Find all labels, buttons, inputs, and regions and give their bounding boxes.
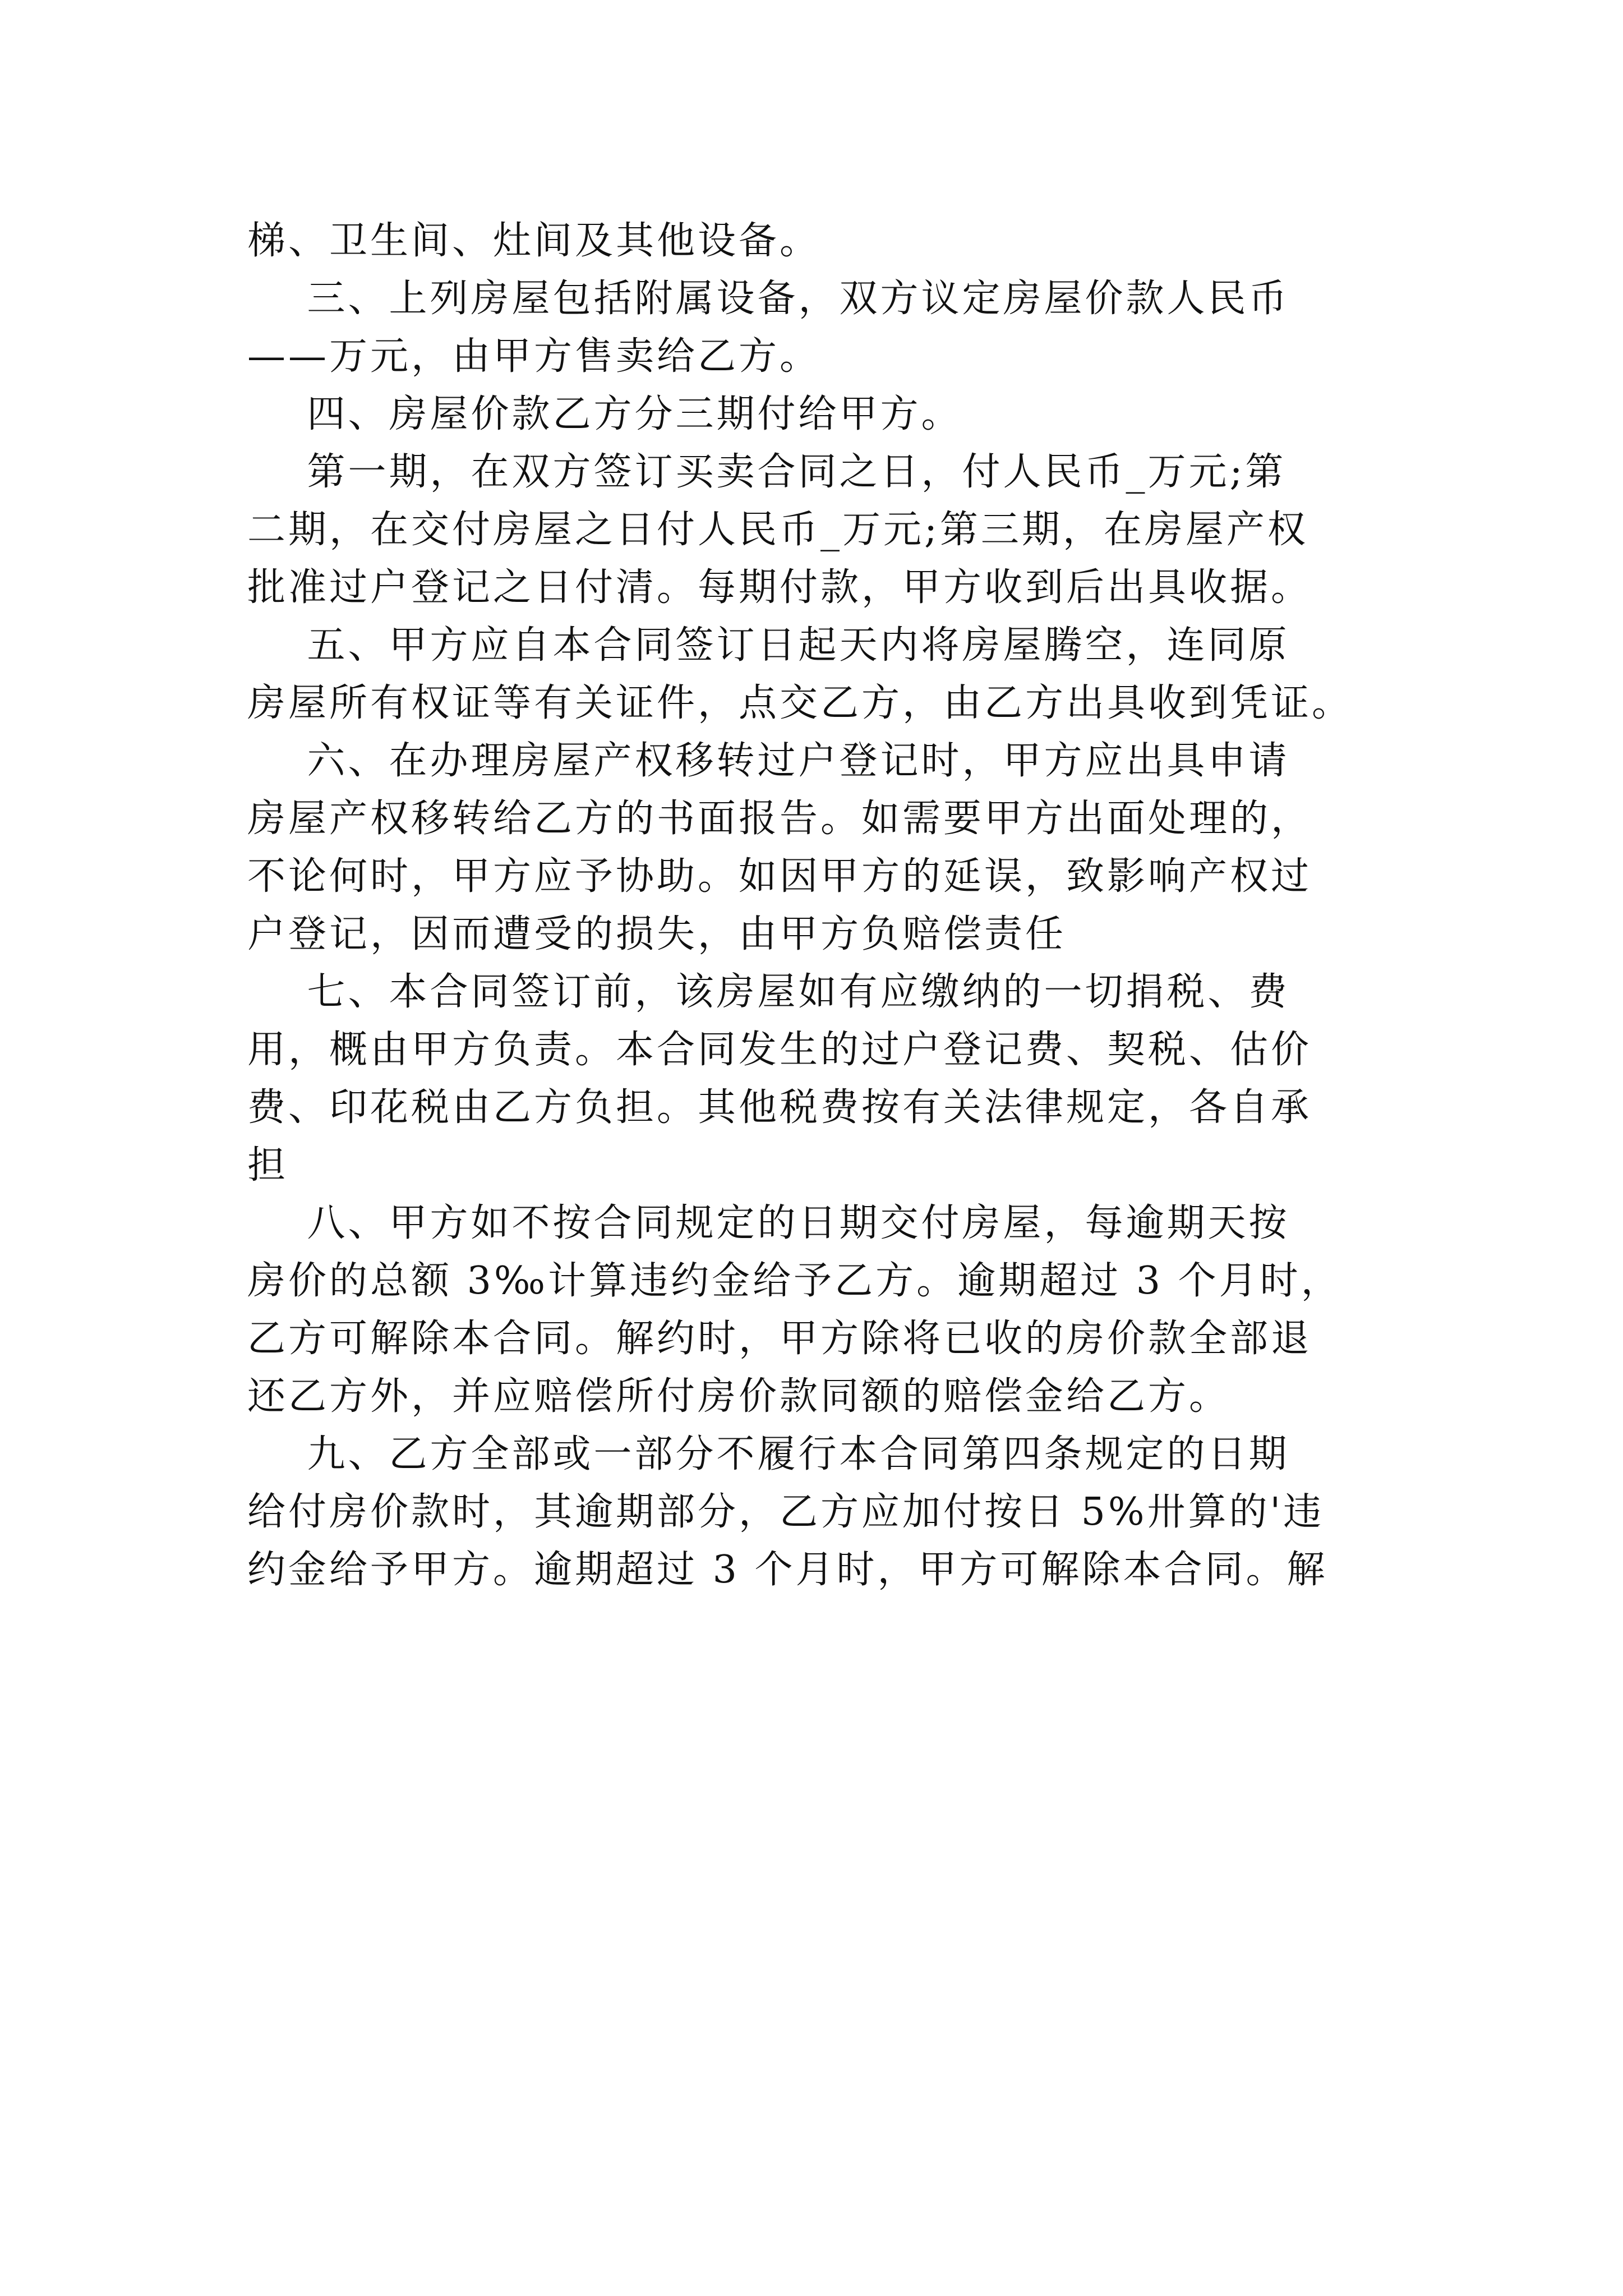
text-line: 房价的总额 3‰计算违约金给予乙方。逾期超过 3 个月时， [247,1259,1342,1303]
text-line: 约金给予甲方。逾期超过 3 个月时，甲方可解除本合同。解 [247,1548,1328,1592]
text-line: 还乙方外，并应赔偿所付房价款同额的赔偿金给乙方。 [247,1374,1230,1419]
text-line: 九、乙方全部或一部分不履行本合同第四条规定的日期 [247,1432,1290,1476]
text-line: 三、上列房屋包括附属设备，双方议定房屋价款人民币 [247,277,1290,321]
text-line: 六、在办理房屋产权移转过户登记时，甲方应出具申请 [247,739,1290,783]
text-line: 第一期，在双方签订买卖合同之日，付人民币_万元;第 [247,450,1287,494]
text-line: 梯、卫生间、灶间及其他设备。 [247,219,821,263]
text-line: 房屋产权移转给乙方的书面报告。如需要甲方出面处理的， [247,797,1312,841]
text-line: 批准过户登记之日付清。每期付款，甲方收到后出具收据。 [247,565,1312,610]
contract-text [247,212,1386,1599]
text-line: 担 [247,1143,289,1188]
text-line: 五、甲方应自本合同签订日起天内将房屋腾空，连同原 [247,623,1290,668]
text-line: 户登记，因而遭受的损失，由甲方负赔偿责任 [247,912,1067,956]
text-line: 费、印花税由乙方负担。其他税费按有关法律规定，各自承 [247,1085,1312,1130]
text-line: 房屋所有权证等有关证件，点交乙方，由乙方出具收到凭证。 [247,681,1353,725]
text-line: ——万元，由甲方售卖给乙方。 [247,334,821,379]
text-line: 用，概由甲方负责。本合同发生的过户登记费、契税、估价 [247,1028,1312,1072]
text-line: 二期，在交付房屋之日付人民币_万元;第三期，在房屋产权 [247,508,1308,552]
text-line: 乙方可解除本合同。解约时，甲方除将已收的房价款全部退 [247,1317,1312,1361]
text-line: 给付房价款时，其逾期部分，乙方应加付按日 5%卅算的'违 [247,1490,1325,1534]
text-line: 四、房屋价款乙方分三期付给甲方。 [247,392,962,436]
text-line: 七、本合同签订前，该房屋如有应缴纳的一切捐税、费 [247,970,1290,1014]
text-line: 八、甲方如不按合同规定的日期交付房屋，每逾期天按 [247,1201,1290,1245]
text-line: 不论何时，甲方应予协助。如因甲方的延误，致影响产权过 [247,854,1312,899]
